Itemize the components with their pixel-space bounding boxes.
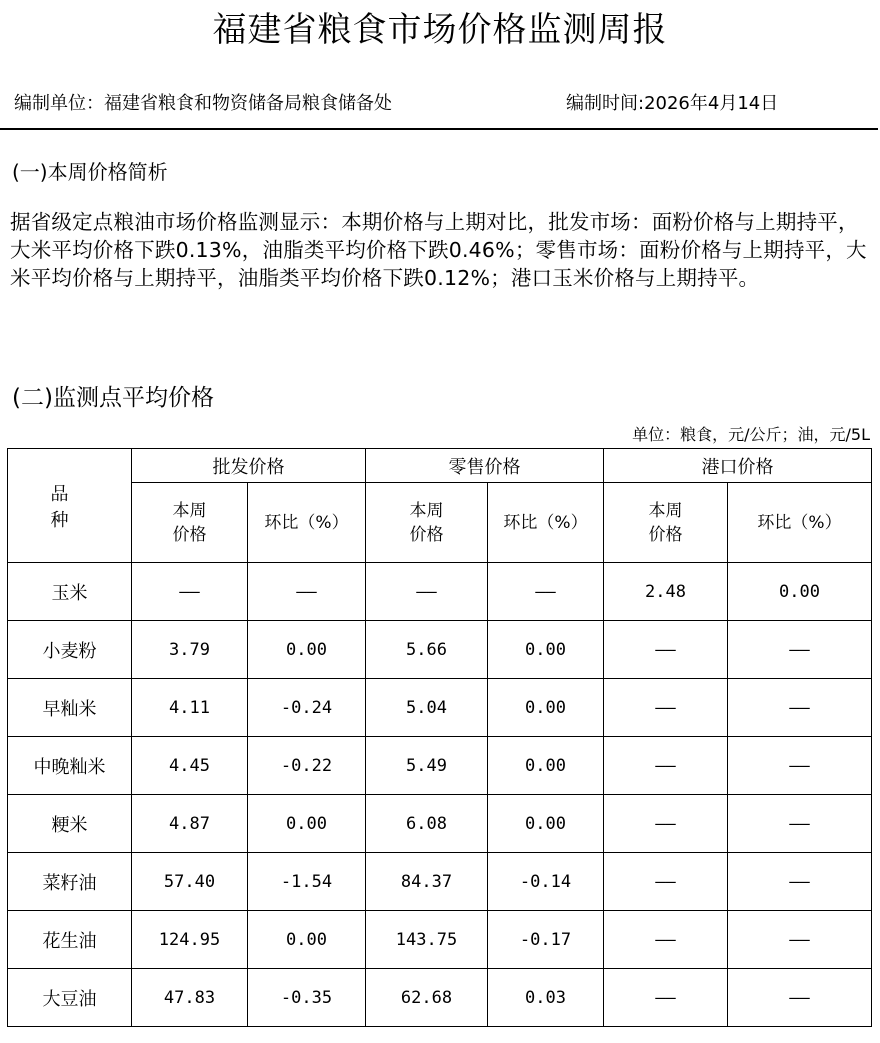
port-change-header: 环比（%） (728, 483, 872, 563)
wholesale-change: 0.00 (248, 621, 366, 679)
wholesale-price: —— (132, 563, 248, 621)
wholesale-price: 4.87 (132, 795, 248, 853)
retail-change: 0.03 (488, 969, 604, 1027)
retail-price: 6.08 (366, 795, 488, 853)
current-label-line1: 本周 (409, 500, 444, 521)
port-price: 2.48 (604, 563, 728, 621)
wholesale-price: 3.79 (132, 621, 248, 679)
retail-change: -0.14 (488, 853, 604, 911)
current-label-line2: 价格 (172, 524, 207, 545)
wholesale-change: 0.00 (248, 795, 366, 853)
section-2-heading: (二)监测点平均价格 (12, 385, 214, 411)
variety-name: 花生油 (8, 911, 132, 969)
port-current-header (604, 483, 728, 563)
wholesale-change-header: 环比（%） (248, 483, 366, 563)
variety-name: 中晚籼米 (8, 737, 132, 795)
table-row (8, 563, 872, 621)
wholesale-change: -0.35 (248, 969, 366, 1027)
variety-name: 大豆油 (8, 969, 132, 1027)
table-row (8, 795, 872, 853)
compiler-unit: 编制单位：福建省粮食和物资储备局粮食储备处 (14, 93, 392, 114)
retail-price: —— (366, 563, 488, 621)
retail-price: 5.49 (366, 737, 488, 795)
wholesale-change: -0.24 (248, 679, 366, 737)
retail-change: 0.00 (488, 795, 604, 853)
retail-price: 5.66 (366, 621, 488, 679)
wholesale-change: -1.54 (248, 853, 366, 911)
table-row (8, 969, 872, 1027)
variety-name: 菜籽油 (8, 853, 132, 911)
wholesale-current-header (132, 483, 248, 563)
wholesale-price: 4.11 (132, 679, 248, 737)
wholesale-header: 批发价格 (132, 449, 366, 483)
table-row (8, 679, 872, 737)
port-change: —— (728, 853, 872, 911)
retail-change-header: 环比（%） (488, 483, 604, 563)
port-change: —— (728, 911, 872, 969)
table-row (8, 853, 872, 911)
table-row (8, 737, 872, 795)
table-header-row-2 (8, 483, 872, 563)
compile-date: 编制时间:2026年4月14日 (566, 93, 779, 114)
unit-note: 单位：粮食，元/公斤；油，元/5L (632, 425, 870, 444)
current-label-line2: 价格 (409, 524, 444, 545)
retail-price: 143.75 (366, 911, 488, 969)
wholesale-change: 0.00 (248, 911, 366, 969)
wholesale-change: -0.22 (248, 737, 366, 795)
wholesale-price: 57.40 (132, 853, 248, 911)
port-price: —— (604, 795, 728, 853)
retail-change: 0.00 (488, 679, 604, 737)
port-price: —— (604, 853, 728, 911)
variety-name: 早籼米 (8, 679, 132, 737)
price-table (7, 448, 872, 1027)
port-price: —— (604, 969, 728, 1027)
wholesale-change: —— (248, 563, 366, 621)
retail-change: —— (488, 563, 604, 621)
port-change: —— (728, 679, 872, 737)
port-price: —— (604, 621, 728, 679)
variety-name: 小麦粉 (8, 621, 132, 679)
table-row (8, 911, 872, 969)
variety-name: 玉米 (8, 563, 132, 621)
retail-change: 0.00 (488, 621, 604, 679)
current-label-line1: 本周 (172, 500, 207, 521)
retail-price: 62.68 (366, 969, 488, 1027)
port-price: —— (604, 737, 728, 795)
current-label-line1: 本周 (648, 500, 683, 521)
port-change: —— (728, 737, 872, 795)
variety-header: 品 种 (8, 449, 132, 563)
wholesale-price: 47.83 (132, 969, 248, 1027)
header-divider (0, 128, 878, 130)
port-change: —— (728, 621, 872, 679)
port-header: 港口价格 (604, 449, 872, 483)
port-change: —— (728, 795, 872, 853)
retail-change: 0.00 (488, 737, 604, 795)
port-change: —— (728, 969, 872, 1027)
current-label-line2: 价格 (648, 524, 683, 545)
wholesale-price: 124.95 (132, 911, 248, 969)
wholesale-price: 4.45 (132, 737, 248, 795)
retail-price: 84.37 (366, 853, 488, 911)
port-price: —— (604, 679, 728, 737)
variety-name: 粳米 (8, 795, 132, 853)
price-analysis-paragraph: 据省级定点粮油市场价格监测显示：本期价格与上期对比，批发市场：面粉价格与上期持平，大米平均价格下跌0.13%，油脂类平均价格下跌0.46%；零售市场：面粉价格与上期持平，大米平均价格与上期持平，油脂类平均价格下跌0.12%；港口玉米价格与上期持平。 (10, 210, 867, 290)
retail-change: -0.17 (488, 911, 604, 969)
report-title: 福建省粮食市场价格监测周报 (212, 10, 668, 50)
retail-current-header (366, 483, 488, 563)
retail-price: 5.04 (366, 679, 488, 737)
table-header-row-1 (8, 449, 872, 483)
section-1-heading: (一)本周价格简析 (12, 160, 168, 184)
retail-header: 零售价格 (366, 449, 604, 483)
port-price: —— (604, 911, 728, 969)
table-row (8, 621, 872, 679)
port-change: 0.00 (728, 563, 872, 621)
